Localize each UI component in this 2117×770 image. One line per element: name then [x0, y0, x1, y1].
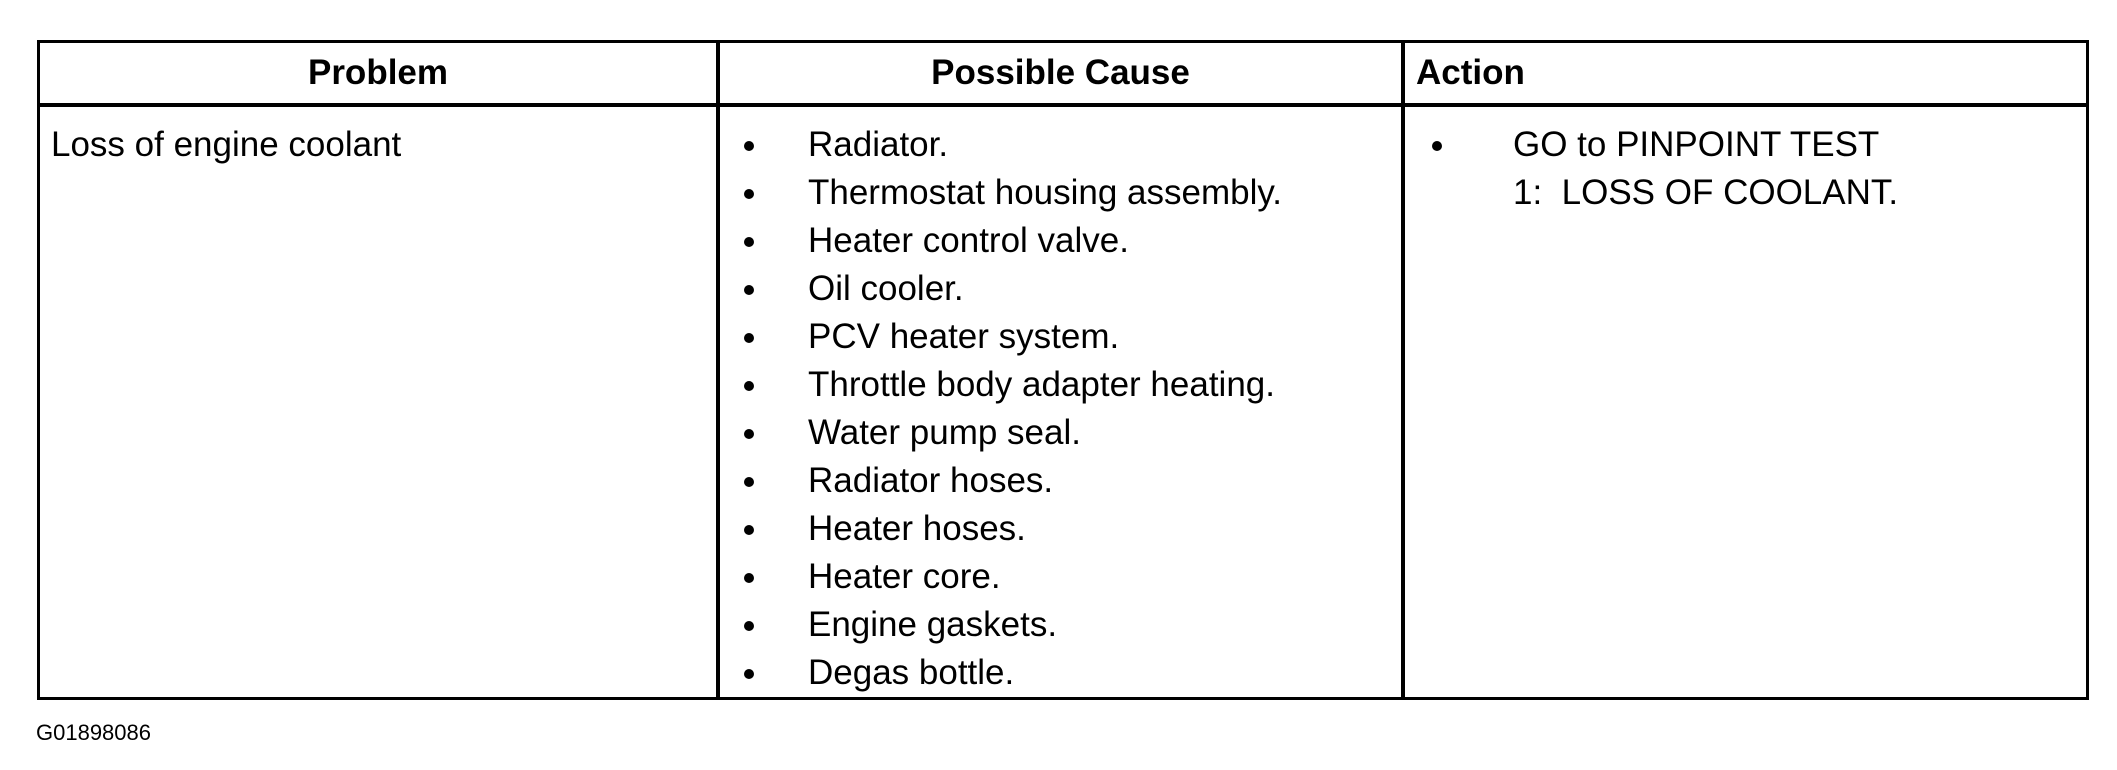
list-item [720, 649, 1401, 697]
header-action: Action [1416, 53, 1525, 92]
list-item [720, 217, 1401, 265]
cause-text: Engine gaskets. [808, 605, 1058, 644]
bullet-icon [1432, 141, 1442, 151]
cause-text: Thermostat housing assembly. [808, 173, 1283, 212]
cause-text: Throttle body adapter heating. [808, 365, 1275, 404]
bullet-icon [744, 525, 754, 535]
bullet-icon [744, 141, 754, 151]
cause-text: PCV heater system. [808, 317, 1120, 356]
header-problem: Problem [307, 53, 449, 92]
list-item [720, 313, 1401, 361]
action-cell [1405, 121, 2085, 217]
cause-text: Heater control valve. [808, 221, 1129, 260]
bullet-icon [744, 237, 754, 247]
list-item [720, 457, 1401, 505]
bullet-icon [744, 189, 754, 199]
cause-text: Oil cooler. [808, 269, 964, 308]
possible-cause-list [720, 121, 1401, 697]
bullet-icon [744, 333, 754, 343]
list-item [720, 169, 1401, 217]
list-item [720, 601, 1401, 649]
cause-text: Radiator hoses. [808, 461, 1054, 500]
bullet-icon [744, 669, 754, 679]
bullet-icon [744, 573, 754, 583]
list-item [720, 361, 1401, 409]
header-possible-cause: Possible Cause [931, 53, 1190, 92]
problem-cell: Loss of engine coolant [51, 125, 402, 164]
list-item [720, 505, 1401, 553]
list-item [720, 121, 1401, 169]
diagnostic-table [37, 40, 2089, 700]
bullet-icon [744, 621, 754, 631]
cause-text: Water pump seal. [808, 413, 1081, 452]
list-item [720, 409, 1401, 457]
possible-cause-cell [720, 121, 1401, 697]
cause-text: Degas bottle. [808, 653, 1015, 692]
bullet-icon [744, 381, 754, 391]
action-text-line: GO to PINPOINT TEST [1513, 125, 1880, 164]
cause-text: Radiator. [808, 125, 949, 164]
cause-text: Heater core. [808, 557, 1001, 596]
list-item [720, 265, 1401, 313]
bullet-icon [744, 477, 754, 487]
figure-id-label: G01898086 [36, 720, 151, 745]
bullet-icon [744, 285, 754, 295]
list-item [720, 553, 1401, 601]
action-text-line: 1: LOSS OF COOLANT. [1513, 173, 1899, 212]
bullet-icon [744, 429, 754, 439]
cause-text: Heater hoses. [808, 509, 1026, 548]
